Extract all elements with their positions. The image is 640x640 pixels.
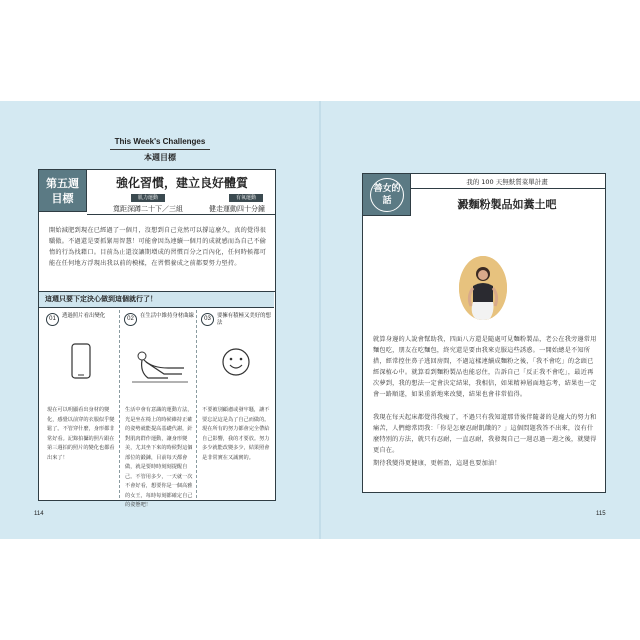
column-number: 01 xyxy=(46,313,59,326)
column-number: 03 xyxy=(201,313,214,326)
testimony-badge xyxy=(363,174,411,216)
goal-divider xyxy=(87,214,275,215)
heading-divider xyxy=(110,149,210,150)
cardio-label: 有氧運動 xyxy=(229,194,263,202)
column-title: 透過照片看出變化 xyxy=(62,313,106,319)
column-text: 生活中會有意識的運動方法，光是坐在椅上的時候維持正確的姿勢就能提高基礎代謝，針對肌肉群作運動，讓身形變美，尤其坐下來的時候對這個部位的鍛鍊，目前每天都會做，就是要時時刻刻提醒自己。不管用多少，一天就一次不會好看，想要你是一個高雅的女王，每時每刻都確定自己的姿態吧！ xyxy=(125,407,193,508)
left-page xyxy=(0,101,320,539)
page-number-right: 115 xyxy=(596,511,606,517)
right-page xyxy=(320,101,640,539)
stretching-figure-icon xyxy=(124,334,194,396)
testimony-title: 澱麵粉製品如糞土吧 xyxy=(457,198,557,211)
column-text: 不要被別顧慮或發牢騷，讓不要忘記這是為了自己而做的。現在所有的努力都會完全帶給自己影響，我的才要放。努力多少就能改變多少，結果照會是非常實在又誠實的。 xyxy=(202,407,270,461)
week-badge-line1: 第五週 xyxy=(46,177,79,190)
week-goal-title: 強化習慣，建立良好體質 xyxy=(115,176,248,190)
woman-photo xyxy=(459,256,507,320)
strength-label: 肌力運動 xyxy=(131,194,165,202)
resolve-column-1 xyxy=(42,310,120,498)
smiley-face-icon xyxy=(201,334,271,396)
week-badge xyxy=(39,170,87,212)
challenges-heading-en: This Week's Challenges xyxy=(114,137,206,146)
strength-goal: 寬距深蹲二十下／三組 xyxy=(113,205,183,213)
week-intro-text: 開始減肥到現在已經過了一個月，沒想到自己竟然可以撐這麼久，真的覺得很驕傲。不過還是要抓緊用智慧！可能會因為連續一個月的成就感而為自己不偷惰的行為找藉口。目前為止還沒讓期增成的習慣百分之百內化，任何時候都可能在任何地方浮現出我以前的模樣，在習慣養成之前都要努力堅持。 xyxy=(49,227,267,267)
kicker-divider xyxy=(411,188,606,189)
smartphone-icon xyxy=(46,334,116,396)
resolve-box xyxy=(38,291,276,508)
column-text: 現在可以明顯看出身材的變化，感覺以前穿的衣服似乎變鬆了。不管穿什麼，身形都非常好看。記錄拍攝的照片跟在第三週拍的照片的變化也都看出來了！ xyxy=(47,407,115,461)
week-badge-line2: 目標 xyxy=(51,192,74,205)
testimony-paragraph-2: 我現在每天起床都覺得我瘦了，不過只有我知道那背後伴隨著的是龐大的努力和痛苦，人們總常問我：「你是怎麼忍耐飢餓的？」這個問題我答不出來，沒有什麼特別的方法，就只有忍耐，一直忍耐，我發現自己一週忍過一週之後，就變得更自在。 xyxy=(373,414,597,454)
column-number: 02 xyxy=(124,313,137,326)
resolve-column-3 xyxy=(196,310,274,498)
resolve-heading: 這週只要下定決心做到這個就行了！ xyxy=(39,292,274,308)
testimony-kicker: 我的 100 天無麩質菜單計畫 xyxy=(466,178,548,186)
column-title: 在生活中維持身材曲線 xyxy=(140,313,194,319)
testimony-badge-label: 善女的話 xyxy=(370,178,404,212)
testimony-paragraph-1: 就算身邊的人說會幫助我，四面八方還是隨處可見麵粉製品，老公在我旁邊常用麵包吃，朋友在吃麵包，終究還是要由我來克服這些誘惑。一開始總是不知所措，經常控住鼻子逃回房間，不過這樣連續成麵粉之後，「我不會吃」的念頭已經深植心中。就算看到麵粉製品也能忍住，告訴自己「反正我不會吃」，最近再次夢到，我的想法一定會決定結果，我相信，如果精神層面地忘考，結果也一定會一路順遂，如果重新地來改變，結果也會非常值得。 xyxy=(373,336,597,398)
cardio-goal: 健走運動四十分鐘 xyxy=(209,205,265,213)
testimony-paragraph-3: 期待我變得更健康，更輕盈，這週也要加油！ xyxy=(373,460,501,467)
testimony-box xyxy=(362,173,606,493)
resolve-column-2 xyxy=(119,310,197,508)
book-spread xyxy=(0,101,640,539)
page-number-left: 114 xyxy=(34,511,44,517)
column-title: 要擁有積極又美好的想法 xyxy=(217,313,271,326)
challenges-heading-zh: 本週目標 xyxy=(144,153,176,162)
